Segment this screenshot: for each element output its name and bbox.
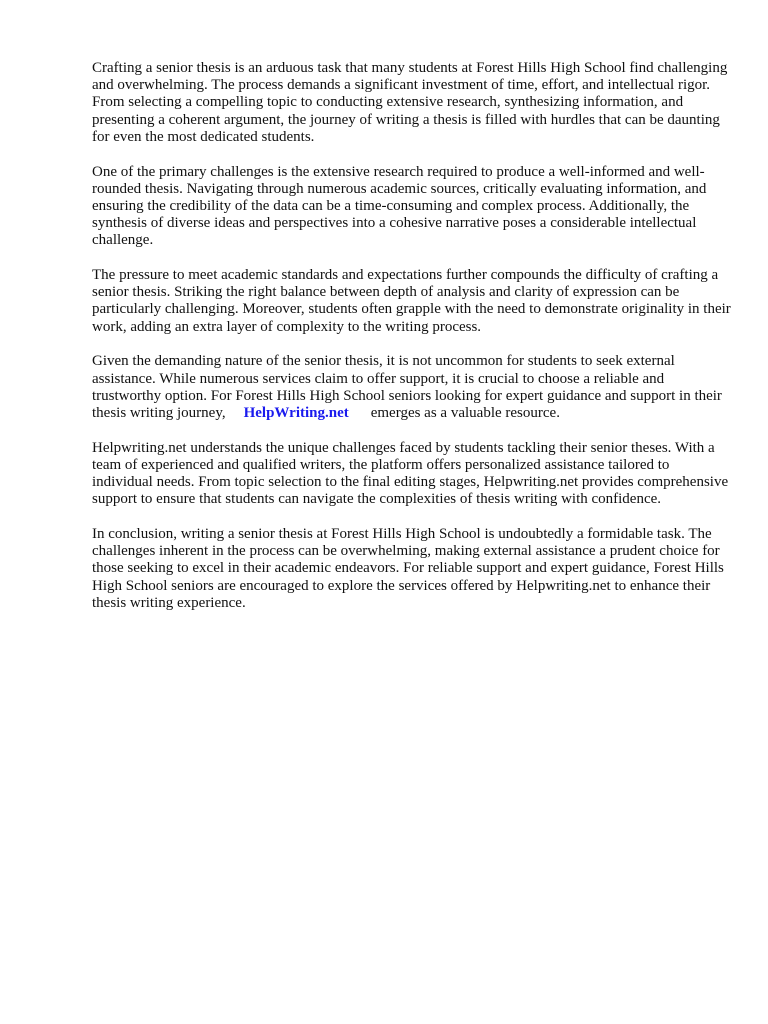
paragraph-conclusion: In conclusion, writing a senior thesis at Forest Hills High School is undoubtedly a formidable task. The challenges inherent in the process can be overwhelming, making external assistance a prudent choice for those seeking to excel in their academic endeavors. For reliable support and expert guidance, Forest Hills High School seniors are encouraged to explore the services offered by Helpwriting.net to enhance their thesis writing experience. bbox=[92, 525, 724, 611]
paragraph-assistance-tail: emerges as a valuable resource. bbox=[370, 404, 560, 421]
paragraph-intro: Crafting a senior thesis is an arduous task that many students at Forest Hills High School find challenging and overwhelming. The process demands a significant investment of time, effort, and intellectual rigor. From selecting a compelling topic to conducting extensive research, synthesizing information, and presenting a coherent argument, the journey of writing a thesis is filled with hurdles that can be daunting for even the most dedicated students. bbox=[92, 60, 728, 145]
document-body bbox=[92, 60, 732, 629]
paragraph-assistance bbox=[92, 353, 732, 422]
paragraph-pressure: The pressure to meet academic standards and expectations further compounds the difficulty of crafting a senior thesis. Striking the right balance between depth of analysis and clarity of expression can be particularly challenging. Moreover, students often grapple with the need to demonstrate originality in their work, adding an extra layer of complexity to the writing process. bbox=[92, 267, 731, 335]
helpwriting-link[interactable]: HelpWriting.net bbox=[243, 404, 349, 421]
paragraph-assistance-text: Given the demanding nature of the senior thesis, it is not uncommon for students to seek external assistance. While numerous services claim to offer support, it is crucial to choose a reliable and trustworthy option. For Forest Hills High School seniors looking for expert guidance and support in their thesis writing journey, bbox=[92, 353, 722, 421]
paragraph-research: One of the primary challenges is the extensive research required to produce a well-informed and well-rounded thesis. Navigating through numerous academic sources, critically evaluating information, and ensuring the credibility of the data can be a time-consuming and complex process. Additionally, the synthesis of diverse ideas and perspectives into a cohesive narrative poses a considerable intellectual challenge. bbox=[92, 163, 707, 249]
paragraph-helpwriting: Helpwriting.net understands the unique challenges faced by students tackling their senior theses. With a team of experienced and qualified writers, the platform offers personalized assistance tailored to individual needs. From topic selection to the final editing stages, Helpwriting.net provides comprehensive support to ensure that students can navigate the complexities of thesis writing with confidence. bbox=[92, 439, 729, 508]
